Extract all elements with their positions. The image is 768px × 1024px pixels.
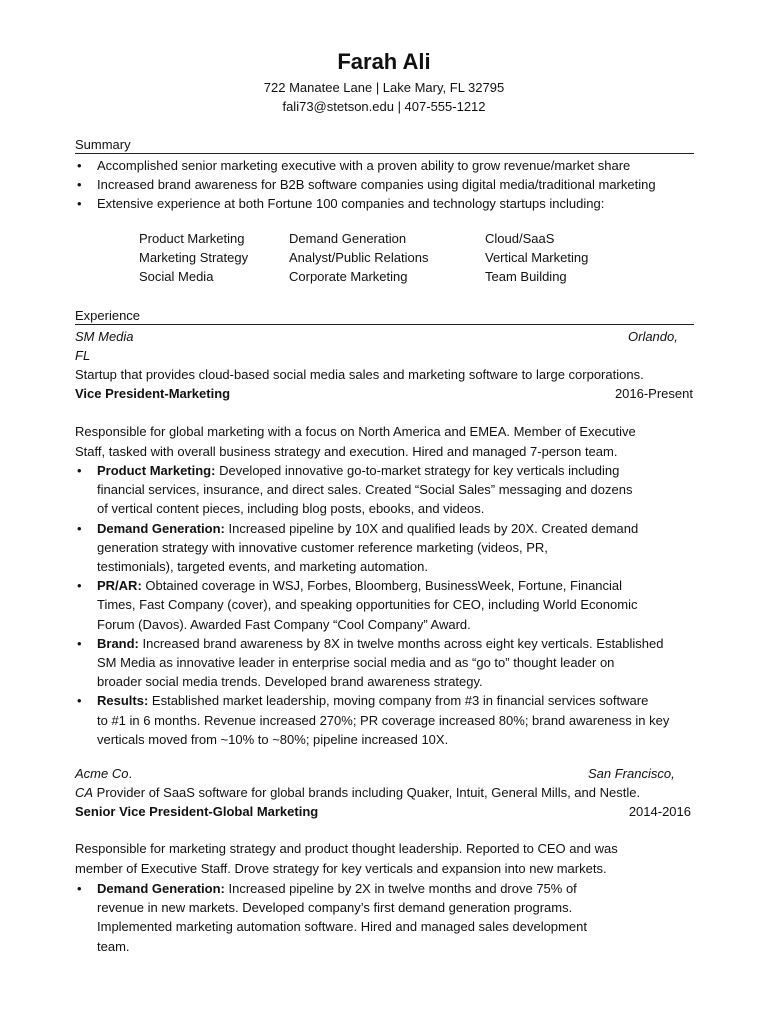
bullet-icon: • [77, 463, 82, 478]
candidate-name: Farah Ali [337, 49, 431, 74]
job-bullets [75, 461, 700, 749]
address-line: 722 Manatee Lane | Lake Mary, FL 32795 [263, 80, 505, 95]
skill-item: Demand Generation [289, 231, 407, 246]
bullet-icon: • [77, 578, 82, 594]
job-dates: 2016-Present [614, 386, 693, 401]
job-bullet: • Demand Generation: Increased pipeline by 2X in twelve months and drove 75% of revenue in new markets. Developed company’s first demand generation programs. Implemented marketing automation software. Hired and managed sales development team. [77, 881, 587, 954]
skill-item: Cloud/SaaS [485, 231, 555, 246]
skill-item: Team Building [485, 269, 567, 284]
bullet-icon: • [77, 520, 82, 536]
bullet-icon: • [77, 693, 82, 709]
job-summary: Responsible for global marketing with a focus on North America and EMEA. Member of Executive Staff, tasked with overall business strategy and execution. Hired and managed 7-person team. [75, 424, 636, 459]
summary-bullet: • Extensive experience at both Fortune 100 companies and technology startups including: [75, 194, 700, 213]
job-bullet: • Demand Generation: Increased pipeline by 10X and qualified leads by 20X. Created demand generation strategy with innovative customer reference marketing (videos, PR, testimonials), targeted events, and marketing automation. [77, 520, 639, 575]
skills-row [139, 231, 639, 250]
job-title: Vice President-Marketing [75, 386, 231, 401]
skills-grid [139, 231, 639, 288]
summary-bullet: • Increased brand awareness for B2B software companies using digital media/traditional marketing [75, 175, 700, 194]
skills-row [139, 269, 639, 288]
job-bullet: • PR/AR: Obtained coverage in WSJ, Forbes, Bloomberg, BusinessWeek, Fortune, Financial Times, Fast Company (cover), and speaking opportunities for CEO, including World Economic Forum (Davos). Awarded Fast Company “Cool Company” Award. [77, 578, 638, 632]
skill-item: Corporate Marketing [289, 269, 408, 284]
skill-item: Vertical Marketing [485, 250, 589, 265]
skill-item: Analyst/Public Relations [289, 250, 429, 265]
job-bullet: • Results: Established market leadership, moving company from #3 in financial services software to #1 in 6 months. Revenue increased 270%; PR coverage increased 80%; brand awareness in key verticals moved from ~10% to ~80%; pipeline increased 10X. [77, 693, 670, 747]
summary-bullets [75, 156, 700, 214]
bullet-icon: • [77, 881, 82, 896]
bullet-icon: • [77, 177, 82, 193]
job-location-state: FL [75, 348, 91, 363]
bullet-icon: • [77, 158, 82, 173]
job-location-city: San Francisco, [588, 766, 675, 781]
job-dates: 2014-2016 [628, 804, 691, 819]
job-summary: Responsible for marketing strategy and product thought leadership. Reported to CEO and was member of Executive Staff. Drove strategy for key verticals and expansion into new markets. [75, 841, 618, 876]
job-description-line [75, 783, 640, 802]
job-title: Senior Vice President-Global Marketing [75, 804, 319, 819]
job-bullet: • Brand: Increased brand awareness by 8X in twelve months across eight key verticals. Established SM Media as innovative leader in enterprise social media and as “go to” thought leader on broader social media trends. Developed brand awareness strategy. [77, 635, 664, 690]
skill-item: Marketing Strategy [139, 250, 249, 265]
job-company: SM Media [75, 329, 134, 344]
bullet-icon: • [77, 196, 82, 212]
contact-line: fali73@stetson.edu | 407-555-1212 [282, 99, 486, 114]
job-location-city: Orlando, [628, 329, 678, 344]
skills-row [139, 250, 639, 269]
job-description: Startup that provides cloud-based social media sales and marketing software to large corporations. [75, 367, 644, 382]
experience-heading: Experience [75, 308, 694, 325]
job-bullets [75, 879, 700, 956]
summary-bullet: • Accomplished senior marketing executive with a proven ability to grow revenue/market share [75, 156, 700, 175]
job-location-state: CA [75, 785, 94, 800]
summary-heading: Summary [75, 137, 694, 154]
bullet-icon: • [77, 635, 82, 651]
job-bullet: • Product Marketing: Developed innovative go-to-market strategy for key verticals including financial services, insurance, and direct sales. Created “Social Sales” messaging and dozens of vertical content pieces, including blog posts, ebooks, and videos. [77, 463, 633, 517]
job-company: Acme Co. [75, 766, 133, 781]
skill-item: Social Media [139, 269, 214, 284]
job-description: Provider of SaaS software for global brands including Quaker, Intuit, General Mills, and Nestle. [93, 785, 641, 800]
skill-item: Product Marketing [139, 231, 245, 246]
